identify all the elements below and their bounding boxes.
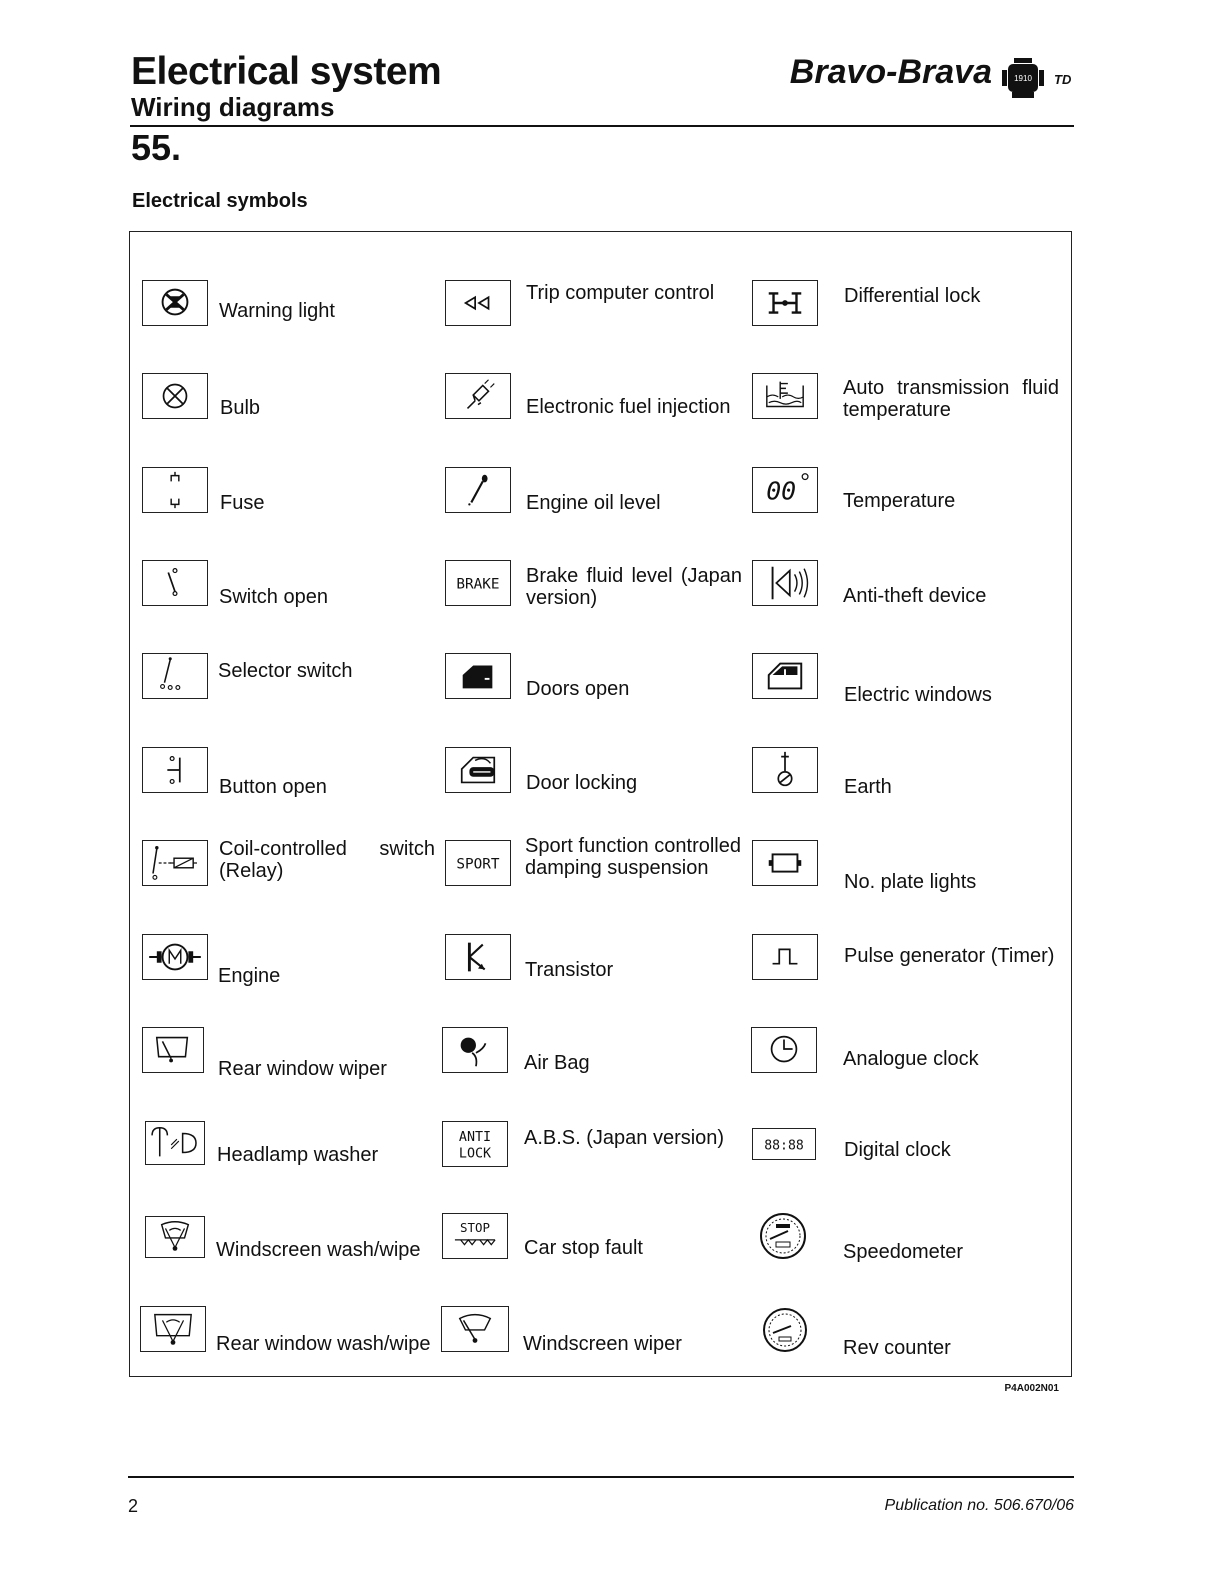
- door-locking-icon: [445, 747, 511, 793]
- svg-text:STOP: STOP: [460, 1220, 490, 1236]
- footer-divider: [128, 1476, 1074, 1478]
- header-divider: [130, 125, 1074, 127]
- symbol-label: No. plate lights: [844, 871, 977, 893]
- fuse-icon: [142, 467, 208, 513]
- symbol-label: Engine oil level: [526, 492, 661, 514]
- speedometer-icon: [758, 1211, 808, 1261]
- section-title: Electrical symbols: [132, 190, 308, 212]
- svg-text:88:88: 88:88: [764, 1138, 804, 1154]
- symbol-label: Switch open: [219, 586, 328, 608]
- temperature-icon: [752, 467, 818, 513]
- warning-light-icon: [142, 280, 208, 326]
- symbol-label: Digital clock: [844, 1139, 951, 1161]
- symbol-label: Earth: [844, 776, 892, 798]
- symbol-label: Brake fluid level (Japan version): [526, 565, 742, 609]
- symbol-label: Transistor: [525, 959, 614, 981]
- oil-level-icon: [445, 467, 511, 513]
- headlamp-washer-icon: [145, 1121, 205, 1165]
- rear-wash-icon: [140, 1306, 206, 1352]
- section-number: 55.: [131, 127, 182, 168]
- symbol-label: Pulse generator (Timer): [844, 945, 1055, 967]
- bulb-icon: [142, 373, 208, 419]
- symbols-table: [129, 231, 1072, 1377]
- symbol-label: Doors open: [526, 678, 630, 700]
- windscreen-wiper-icon: [441, 1306, 509, 1352]
- electric-windows-icon: [752, 653, 818, 699]
- publication-number: Publication no. 506.670/06: [884, 1497, 1074, 1514]
- symbol-label: Temperature: [843, 490, 956, 512]
- symbol-label: Sport function controlled damping suspension: [525, 835, 741, 879]
- trip-computer-icon: [445, 280, 511, 326]
- brand-suffix: TD: [1054, 72, 1072, 87]
- selector-switch-icon: [142, 653, 208, 699]
- air-bag-icon: [442, 1027, 508, 1073]
- symbol-label: Analogue clock: [843, 1048, 979, 1070]
- symbol-label: A.B.S. (Japan version): [524, 1127, 725, 1149]
- page-title: Electrical system: [131, 50, 442, 93]
- engine-logo-icon: [1002, 58, 1044, 98]
- abs-line-1: ANTI: [458, 1130, 492, 1146]
- page-number: 2: [128, 1496, 139, 1516]
- symbol-label: Rev counter: [843, 1337, 951, 1359]
- switch-open-icon: [142, 560, 208, 606]
- earth-icon: [752, 747, 818, 793]
- symbol-label: Air Bag: [524, 1052, 590, 1074]
- relay-icon: [142, 840, 208, 886]
- symbol-label: Windscreen wash/wipe: [216, 1239, 421, 1261]
- logo-text: 1910: [1014, 74, 1032, 83]
- symbol-label: Car stop fault: [524, 1237, 643, 1259]
- symbol-label: Trip computer control: [526, 282, 715, 304]
- symbol-label: Button open: [219, 776, 327, 798]
- symbol-label: Warning light: [219, 300, 335, 322]
- svg-text:SPORT: SPORT: [456, 856, 500, 873]
- svg-text:00: 00: [766, 476, 797, 506]
- symbol-label: Windscreen wiper: [523, 1333, 682, 1355]
- symbol-label: Electronic fuel injection: [526, 396, 731, 418]
- fuel-injection-icon: [445, 373, 511, 419]
- plate-lights-icon: [752, 840, 818, 886]
- symbol-label: Fuse: [220, 492, 265, 514]
- car-stop-icon: [442, 1213, 508, 1259]
- brake-fluid-icon: [445, 560, 511, 606]
- anti-theft-icon: [752, 560, 818, 606]
- sport-suspension-icon: [445, 840, 511, 886]
- pulse-generator-icon: [752, 934, 818, 980]
- symbol-label: Speedometer: [843, 1241, 964, 1263]
- symbol-label: Differential lock: [844, 285, 981, 307]
- abs-icon: [442, 1121, 508, 1167]
- rev-counter-icon: [761, 1306, 809, 1354]
- symbol-label: Coil-controlled switch (Relay): [219, 838, 435, 882]
- symbol-label: Headlamp washer: [217, 1144, 379, 1166]
- windscreen-wash-icon: [145, 1216, 205, 1258]
- symbol-label: Rear window wiper: [218, 1058, 387, 1080]
- digital-clock-icon: [752, 1128, 816, 1160]
- transmission-fluid-icon: [752, 373, 818, 419]
- brand-name: Bravo-Brava: [789, 53, 992, 91]
- figure-reference: P4A002N01: [1004, 1383, 1059, 1394]
- transistor-icon: [445, 934, 511, 980]
- symbol-label: Engine: [218, 965, 281, 987]
- symbol-label: Rear window wash/wipe: [216, 1333, 431, 1355]
- doors-open-icon: [445, 653, 511, 699]
- abs-line-2: LOCK: [458, 1146, 492, 1162]
- rear-wiper-icon: [142, 1027, 204, 1073]
- symbol-label: Selector switch: [218, 660, 353, 682]
- symbol-label: Anti-theft device: [843, 585, 987, 607]
- differential-lock-icon: [752, 280, 818, 326]
- page-subtitle: Wiring diagrams: [131, 92, 335, 122]
- symbol-label: Bulb: [220, 397, 261, 419]
- svg-text:BRAKE: BRAKE: [456, 576, 500, 593]
- motor-icon: [142, 934, 208, 980]
- symbol-label: Door locking: [526, 772, 638, 794]
- symbol-label: Electric windows: [844, 684, 992, 706]
- symbol-label: Auto transmission fluid temperature: [843, 377, 1059, 421]
- analogue-clock-icon: [751, 1027, 817, 1073]
- button-open-icon: [142, 747, 208, 793]
